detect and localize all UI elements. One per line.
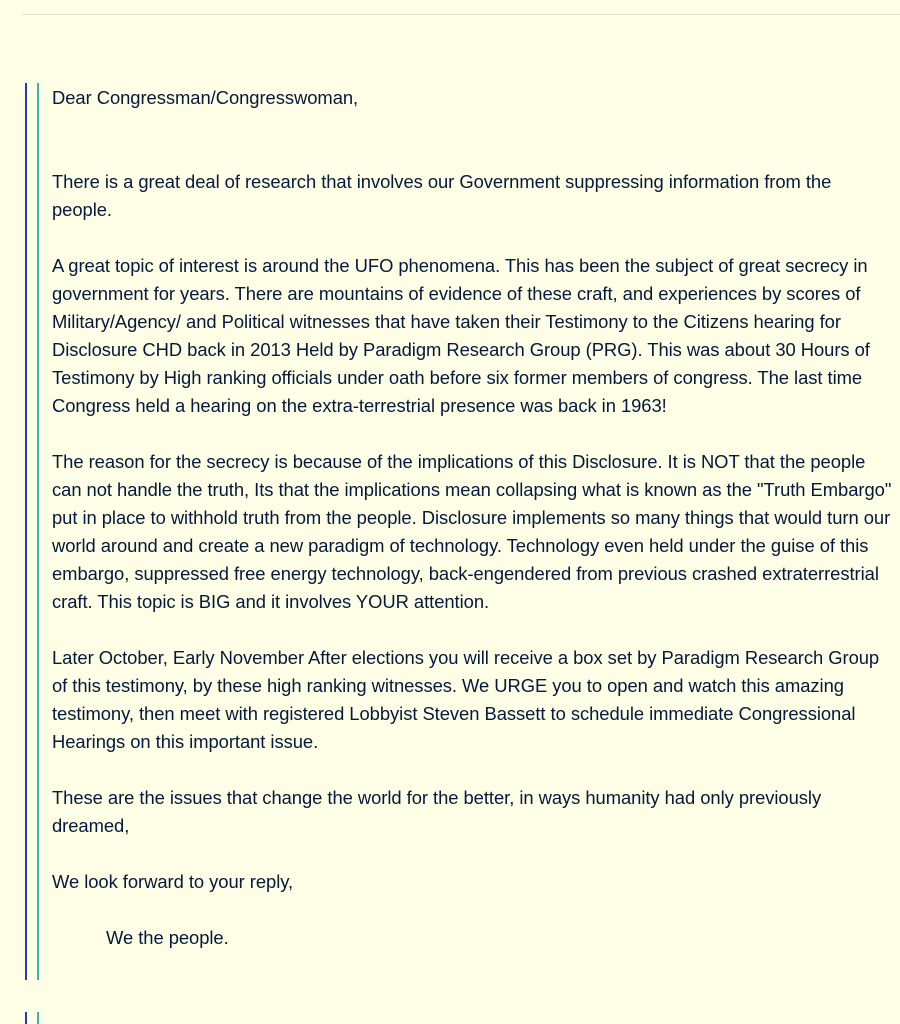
quote-bar-outer <box>25 83 27 980</box>
letter-paragraph-issues: These are the issues that change the world for the better, in ways humanity had only previously dreamed, <box>52 787 822 836</box>
top-divider <box>22 14 900 15</box>
quote-bar-inner <box>37 83 39 980</box>
letter-signature: We the people. <box>106 927 229 948</box>
quote-bar-inner-next <box>37 1012 39 1024</box>
letter-greeting: Dear Congressman/Congresswoman, <box>52 87 359 108</box>
letter-paragraph-research: There is a great deal of research that involves our Government suppressing information from the people. <box>52 171 832 220</box>
letter-paragraph-ufo: A great topic of interest is around the UFO phenomena. This has been the subject of great secrecy in government for years. There are mountains of evidence of these craft, and experiences by scores of Military/Agency/ and Political witnesses that have taken their Testimony to the Citizens hearing for Disclosure CHD back in 2013 Held by Paradigm Research Group (PRG). This was about 30 Hours of Testimony by High ranking officials under oath before six former members of congress. The last time Congress held a hearing on the extra-terrestrial presence was back in 1963! <box>52 255 870 416</box>
quote-bar-outer-next <box>25 1012 27 1024</box>
quoted-letter <box>52 84 892 952</box>
letter-paragraph-secrecy: The reason for the secrecy is because of the implications of this Disclosure. It is NOT that the people can not handle the truth, Its that the implications mean collapsing what is known as the "Truth Embargo" put in place to withhold truth from the people. Disclosure implements so many things that would turn our world around and create a new paradigm of technology. Technology even held under the guise of this embargo, suppressed free energy technology, back-engendered from previous crashed extraterrestrial craft. This topic is BIG and it involves YOUR attention. <box>52 451 892 612</box>
letter-closing: We look forward to your reply, <box>52 871 294 892</box>
letter-paragraph-box-set: Later October, Early November After elections you will receive a box set by Paradigm Research Group of this testimony, by these high ranking witnesses. We URGE you to open and watch this amazing testimony, then meet with registered Lobbyist Steven Bassett to schedule immediate Congressional Hearings on this important issue. <box>52 647 880 752</box>
